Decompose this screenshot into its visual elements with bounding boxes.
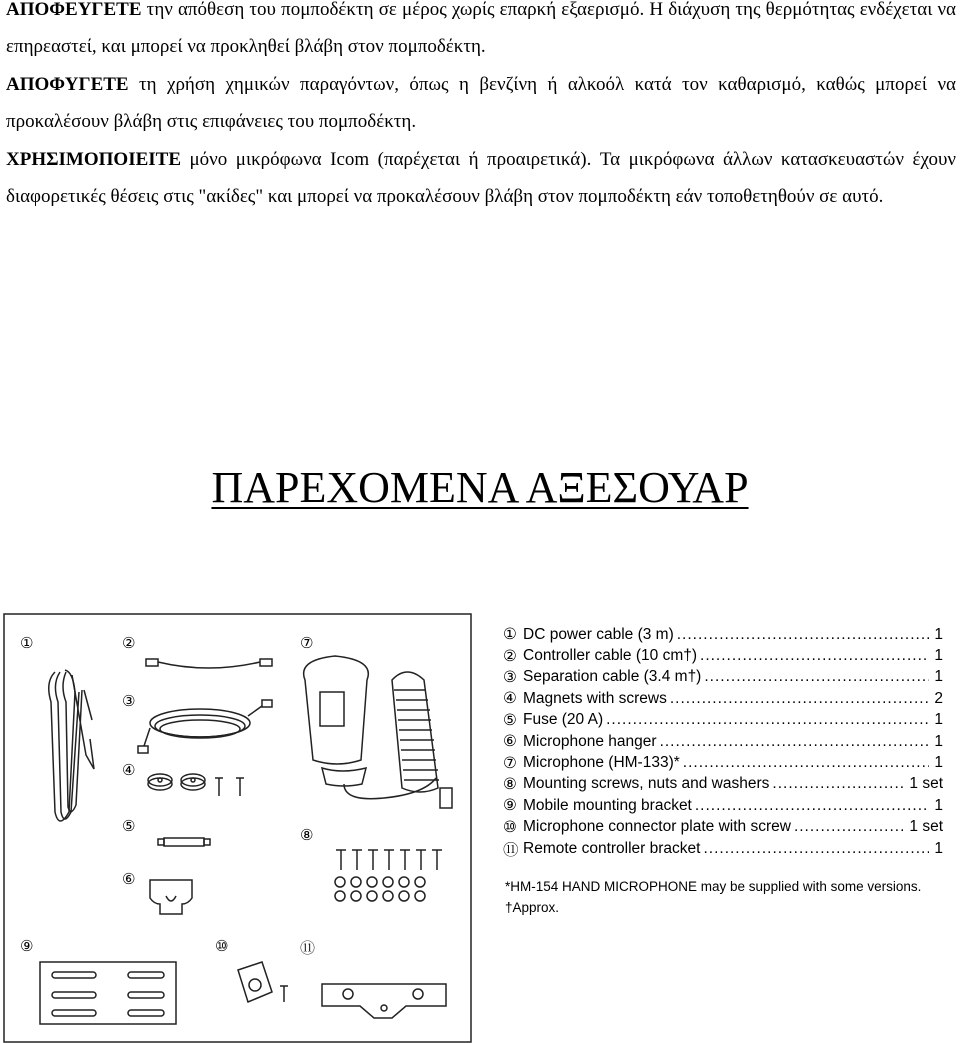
accessory-number: ⑧ xyxy=(503,775,517,793)
warning-keyword: ΑΠΟΦΥΓΕΤΕ xyxy=(6,74,129,95)
accessory-name: Controller cable (10 cm†) xyxy=(523,647,698,665)
footnotes xyxy=(505,876,921,918)
accessory-name: DC power cable (3 m) xyxy=(523,625,674,643)
accessory-item xyxy=(503,688,943,709)
callout-6: ⑥ xyxy=(122,871,136,888)
accessory-name: Remote controller bracket xyxy=(523,839,701,857)
accessory-name: Microphone hanger xyxy=(523,732,657,750)
accessory-quantity: 1 xyxy=(934,647,943,665)
magnets-drawing xyxy=(148,774,244,796)
microphone-drawing xyxy=(304,656,452,808)
footnote-approx: †Approx. xyxy=(505,900,560,915)
accessory-name: Mounting screws, nuts and washers xyxy=(523,775,770,793)
accessory-item xyxy=(503,774,943,795)
warning-text: τη χρήση χημικών παραγόντων, όπως η βενζίνη ή αλκοόλ κατά τον καθαρισμό, καθώς μπορεί να προκαλέσουν βλάβη στις επιφάνειες του πομποδέκτη. xyxy=(6,74,956,132)
mounting-screws-drawing xyxy=(335,850,442,901)
leader-dots xyxy=(794,818,904,836)
connector-plate-drawing xyxy=(238,962,288,1002)
section-heading: ΠΑΡΕΧΟΜΕΝΑ ΑΞΕΣΟΥΑΡ xyxy=(211,463,749,512)
accessory-quantity: 1 set xyxy=(909,775,943,793)
accessory-number: ⑩ xyxy=(503,818,517,836)
accessory-number: ② xyxy=(503,647,517,665)
leader-dots xyxy=(772,775,904,793)
callout-8: ⑧ xyxy=(300,827,314,844)
accessory-number: ⑪ xyxy=(503,841,519,859)
callout-10: ⑩ xyxy=(215,938,229,955)
accessory-quantity: 1 xyxy=(934,711,943,729)
accessory-quantity: 1 xyxy=(934,732,943,750)
leader-dots xyxy=(677,626,930,644)
accessory-item xyxy=(503,817,943,838)
callout-11: ⑪ xyxy=(300,940,316,957)
remote-controller-bracket-drawing xyxy=(322,984,446,1018)
leader-dots xyxy=(700,647,929,665)
accessory-item xyxy=(503,667,943,688)
leader-dots xyxy=(670,690,930,708)
warning-text: την απόθεση του πομποδέκτη σε μέρος χωρίς επαρκή εξαερισμό. Η διάχυση της θερμότητας ενδέχεται να επηρεαστεί, και μπορεί να προκληθεί βλάβη στον πομποδέκτη. xyxy=(6,0,956,57)
accessory-item xyxy=(503,624,943,645)
leader-dots xyxy=(695,797,930,815)
callout-7: ⑦ xyxy=(300,635,314,652)
accessory-name: Microphone connector plate with screw xyxy=(523,818,791,836)
accessory-item xyxy=(503,752,943,773)
accessory-number: ⑨ xyxy=(503,797,517,815)
accessory-number: ⑤ xyxy=(503,711,517,729)
controller-cable-drawing xyxy=(146,659,272,668)
accessory-quantity: 1 xyxy=(934,754,943,772)
accessory-item xyxy=(503,731,943,752)
callout-3: ③ xyxy=(122,693,136,710)
accessory-list xyxy=(503,624,943,859)
accessory-quantity: 2 xyxy=(934,689,943,707)
accessory-quantity: 1 xyxy=(934,668,943,686)
warning-text: μόνο μικρόφωνα Icom (παρέχεται ή προαιρετικά). Τα μικρόφωνα άλλων κατασκευαστών έχουν διαφορετικές θέσεις στις "ακίδες" και μπορεί να προκαλέσουν βλάβη στον πομποδέκτη εάν τοποθετηθούν σε αυτό. xyxy=(6,149,956,207)
mounting-bracket-drawing xyxy=(40,962,176,1024)
dc-power-cable-drawing xyxy=(49,670,94,821)
accessory-item xyxy=(503,710,943,731)
warning-paragraph-chemicals xyxy=(6,67,956,140)
accessory-number: ④ xyxy=(503,690,517,708)
accessory-item xyxy=(503,645,943,666)
accessory-number: ⑦ xyxy=(503,754,517,772)
leader-dots xyxy=(704,668,929,686)
callout-4: ④ xyxy=(122,762,136,779)
callout-9: ⑨ xyxy=(20,938,34,955)
accessory-number: ⑥ xyxy=(503,733,517,751)
accessory-name: Magnets with screws xyxy=(523,689,667,707)
fuse-drawing xyxy=(158,838,210,846)
leader-dots xyxy=(606,711,929,729)
accessory-quantity: 1 xyxy=(934,839,943,857)
accessory-quantity: 1 xyxy=(934,796,943,814)
warning-keyword: ΧΡΗΣΙΜΟΠΟΙΕΙΤΕ xyxy=(6,149,181,170)
accessory-number: ① xyxy=(503,626,517,644)
callout-5: ⑤ xyxy=(122,818,136,835)
footnote-microphone: *HM-154 HAND MICROPHONE may be supplied with some versions. xyxy=(505,879,922,894)
callout-1: ① xyxy=(20,635,34,652)
warning-paragraph-microphones xyxy=(6,142,956,215)
accessory-item xyxy=(503,838,943,859)
leader-dots xyxy=(703,840,929,858)
microphone-hanger-drawing xyxy=(150,880,192,914)
warning-paragraph-ventilation xyxy=(6,0,956,65)
callout-2: ② xyxy=(122,635,136,652)
accessory-name: Microphone (HM-133)* xyxy=(523,754,680,772)
accessory-quantity: 1 xyxy=(934,625,943,643)
warning-keyword: ΑΠΟΦΕΥΓΕΤΕ xyxy=(6,0,142,20)
leader-dots xyxy=(660,733,930,751)
accessory-name: Fuse (20 A) xyxy=(523,711,604,729)
separation-cable-drawing xyxy=(138,700,272,753)
leader-dots xyxy=(683,754,930,772)
accessory-quantity: 1 set xyxy=(909,818,943,836)
accessory-name: Separation cable (3.4 m†) xyxy=(523,668,702,686)
accessory-item xyxy=(503,795,943,816)
accessory-name: Mobile mounting bracket xyxy=(523,796,692,814)
accessory-number: ③ xyxy=(503,668,517,686)
